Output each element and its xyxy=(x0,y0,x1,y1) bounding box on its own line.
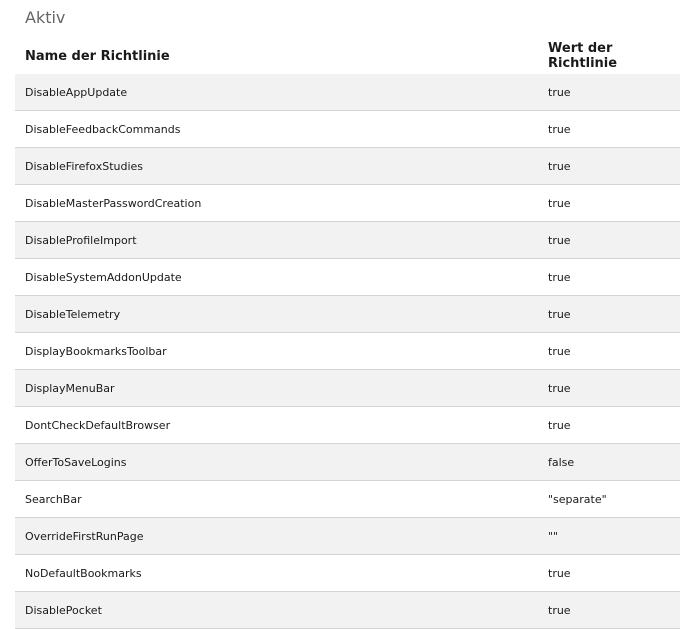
policy-name-cell: DontCheckDefaultBrowser xyxy=(15,407,538,444)
policy-value-cell: true xyxy=(538,333,680,370)
policy-value-cell: true xyxy=(538,111,680,148)
policy-name-cell: OfferToSaveLogins xyxy=(15,444,538,481)
table-row xyxy=(15,592,680,629)
section-title-active: Aktiv xyxy=(25,8,66,27)
policy-value-cell: "separate" xyxy=(538,481,680,518)
policy-name-cell: DisableTelemetry xyxy=(15,296,538,333)
table-row xyxy=(15,518,680,555)
policy-name-cell: DisableFeedbackCommands xyxy=(15,111,538,148)
policy-name-cell: DisableFirefoxStudies xyxy=(15,148,538,185)
policy-table-body xyxy=(15,74,680,629)
policy-value-cell: true xyxy=(538,185,680,222)
table-row xyxy=(15,296,680,333)
policy-name-cell: DisplayMenuBar xyxy=(15,370,538,407)
policy-name-cell: DisplayBookmarksToolbar xyxy=(15,333,538,370)
policy-value-cell: true xyxy=(538,370,680,407)
table-row xyxy=(15,222,680,259)
policy-value-cell: true xyxy=(538,555,680,592)
table-row xyxy=(15,370,680,407)
policy-value-cell: true xyxy=(538,148,680,185)
policy-value-cell: true xyxy=(538,74,680,111)
table-row xyxy=(15,407,680,444)
column-header-policy-value: Wert der Richtlinie xyxy=(548,41,618,71)
policy-value-cell: false xyxy=(538,444,680,481)
table-row xyxy=(15,481,680,518)
table-header-row xyxy=(15,38,680,74)
policy-value-cell: "" xyxy=(538,518,680,555)
policy-name-cell: DisablePocket xyxy=(15,592,538,629)
table-row xyxy=(15,148,680,185)
policy-name-cell: DisableAppUpdate xyxy=(15,74,538,111)
table-row xyxy=(15,333,680,370)
table-row xyxy=(15,444,680,481)
column-header-policy-name: Name der Richtlinie xyxy=(25,48,170,64)
policy-value-cell: true xyxy=(538,222,680,259)
policy-value-cell: true xyxy=(538,407,680,444)
policy-name-cell: DisableProfileImport xyxy=(15,222,538,259)
table-row xyxy=(15,555,680,592)
policy-table xyxy=(15,38,680,629)
policy-value-cell: true xyxy=(538,296,680,333)
table-row xyxy=(15,185,680,222)
table-row xyxy=(15,74,680,111)
policy-name-cell: DisableSystemAddonUpdate xyxy=(15,259,538,296)
policy-name-cell: DisableMasterPasswordCreation xyxy=(15,185,538,222)
policy-name-cell: OverrideFirstRunPage xyxy=(15,518,538,555)
policy-value-cell: true xyxy=(538,259,680,296)
policy-name-cell: SearchBar xyxy=(15,481,538,518)
policy-name-cell: NoDefaultBookmarks xyxy=(15,555,538,592)
table-row xyxy=(15,259,680,296)
policy-value-cell: true xyxy=(538,592,680,629)
table-row xyxy=(15,111,680,148)
